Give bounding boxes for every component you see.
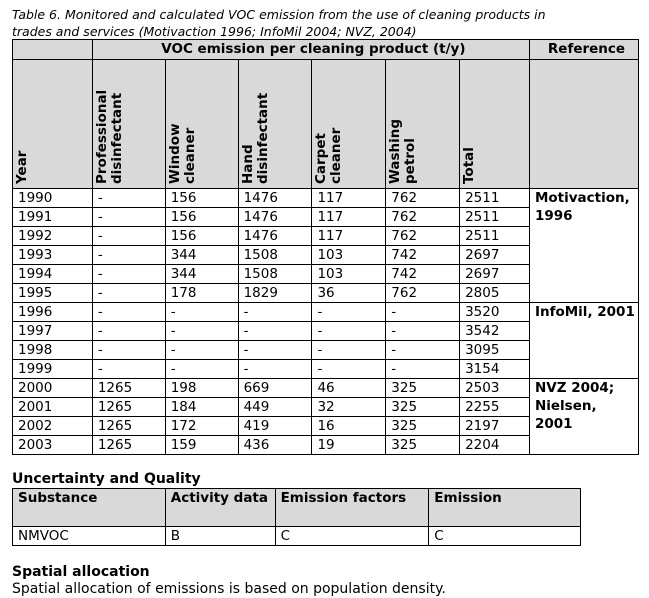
column-header <box>13 60 93 189</box>
table-cell: 742 <box>386 265 460 284</box>
table-cell: 325 <box>386 417 460 436</box>
table-cell: 2697 <box>460 265 530 284</box>
table-cell: - <box>165 360 238 379</box>
table-cell: - <box>92 284 165 303</box>
table-cell: 1476 <box>238 208 312 227</box>
table-cell: 1993 <box>13 246 93 265</box>
table-cell: 669 <box>238 379 312 398</box>
table-cell: NMVOC <box>13 527 166 546</box>
table-cell: - <box>92 341 165 360</box>
uncertainty-header: Substance <box>13 489 166 527</box>
column-header <box>460 60 530 189</box>
table-cell: - <box>312 322 386 341</box>
voc-emission-table <box>12 39 639 455</box>
table-cell: 46 <box>312 379 386 398</box>
column-header-label: Year <box>14 150 30 184</box>
table-cell: 2003 <box>13 436 93 455</box>
table-cell: 1476 <box>238 189 312 208</box>
table-cell: 419 <box>238 417 312 436</box>
table-cell: - <box>312 341 386 360</box>
table-cell: 1991 <box>13 208 93 227</box>
table-cell: 2697 <box>460 246 530 265</box>
column-header <box>238 60 312 189</box>
table-cell: 325 <box>386 436 460 455</box>
table-cell: - <box>238 303 312 322</box>
table-cell: - <box>386 341 460 360</box>
table-cell: 762 <box>386 189 460 208</box>
table-cell: - <box>92 322 165 341</box>
table-cell: 1265 <box>92 398 165 417</box>
table-cell: - <box>92 360 165 379</box>
group-header: VOC emission per cleaning product (t/y) <box>92 40 529 60</box>
table-cell: 1265 <box>92 417 165 436</box>
uncertainty-header: Emission <box>429 489 581 527</box>
table-cell: 103 <box>312 246 386 265</box>
table-cell: 1829 <box>238 284 312 303</box>
table-cell: 172 <box>165 417 238 436</box>
table-cell: 2197 <box>460 417 530 436</box>
spatial-allocation-text: Spatial allocation of emissions is based on population density. <box>12 581 446 597</box>
table-cell: 159 <box>165 436 238 455</box>
table-cell: 1992 <box>13 227 93 246</box>
table-cell: - <box>92 227 165 246</box>
column-header <box>92 60 165 189</box>
table-row <box>13 303 639 322</box>
uncertainty-header: Activity data <box>165 489 275 527</box>
table-cell: 178 <box>165 284 238 303</box>
uncertainty-table <box>12 488 581 546</box>
table-cell: 325 <box>386 398 460 417</box>
table-cell: 2511 <box>460 208 530 227</box>
table-cell: 117 <box>312 208 386 227</box>
table-cell: 156 <box>165 189 238 208</box>
column-header-row <box>13 60 639 189</box>
table-cell: 1265 <box>92 436 165 455</box>
table-row <box>13 189 639 208</box>
table-cell: - <box>386 360 460 379</box>
table-cell: 1995 <box>13 284 93 303</box>
spatial-allocation-heading: Spatial allocation <box>12 564 150 580</box>
table-cell: 3542 <box>460 322 530 341</box>
reference-cell: InfoMil, 2001 <box>529 303 638 379</box>
table-cell: 36 <box>312 284 386 303</box>
table-cell: 1996 <box>13 303 93 322</box>
table-cell: - <box>92 189 165 208</box>
column-header <box>312 60 386 189</box>
table-cell: - <box>386 303 460 322</box>
table-cell: 344 <box>165 246 238 265</box>
table-cell: 1994 <box>13 265 93 284</box>
table-cell: 2503 <box>460 379 530 398</box>
table-cell: 1508 <box>238 246 312 265</box>
table-cell: 344 <box>165 265 238 284</box>
table-cell: B <box>165 527 275 546</box>
table-cell: 3520 <box>460 303 530 322</box>
reference-column-header <box>529 60 638 189</box>
table-cell: 103 <box>312 265 386 284</box>
table-cell: 1476 <box>238 227 312 246</box>
table-cell: C <box>429 527 581 546</box>
table-cell: 2511 <box>460 189 530 208</box>
table-cell: 1999 <box>13 360 93 379</box>
table-cell: 1997 <box>13 322 93 341</box>
table-cell: 19 <box>312 436 386 455</box>
table-cell: 1508 <box>238 265 312 284</box>
table-cell: 762 <box>386 284 460 303</box>
table-cell: - <box>92 303 165 322</box>
reference-header: Reference <box>529 40 638 60</box>
column-header <box>386 60 460 189</box>
table-cell: 16 <box>312 417 386 436</box>
table-cell: - <box>165 303 238 322</box>
table-cell: - <box>92 265 165 284</box>
table-cell: 762 <box>386 227 460 246</box>
table-cell: 3154 <box>460 360 530 379</box>
table-cell: - <box>92 246 165 265</box>
table-cell: - <box>238 360 312 379</box>
table-cell: 2001 <box>13 398 93 417</box>
table-cell: 156 <box>165 208 238 227</box>
table-cell: - <box>312 303 386 322</box>
table-cell: 2511 <box>460 227 530 246</box>
column-header-label: Washing petrol <box>387 118 419 184</box>
table-row <box>13 527 581 546</box>
table-cell: 1998 <box>13 341 93 360</box>
uncertainty-header: Emission factors <box>275 489 429 527</box>
table-cell: 2002 <box>13 417 93 436</box>
column-header <box>165 60 238 189</box>
table-cell: 198 <box>165 379 238 398</box>
reference-cell: NVZ 2004; Nielsen, 2001 <box>529 379 638 455</box>
table-cell: 449 <box>238 398 312 417</box>
table-cell: 1265 <box>92 379 165 398</box>
table-cell: - <box>238 341 312 360</box>
table-cell: 156 <box>165 227 238 246</box>
table-cell: 2805 <box>460 284 530 303</box>
table-cell: - <box>165 322 238 341</box>
column-header-label: Window cleaner <box>166 123 198 184</box>
table-cell: 117 <box>312 227 386 246</box>
table-cell: 184 <box>165 398 238 417</box>
table-cell: - <box>238 322 312 341</box>
table-cell: 436 <box>238 436 312 455</box>
column-header-label: Carpet cleaner <box>313 127 345 184</box>
uncertainty-heading: Uncertainty and Quality <box>12 471 201 487</box>
table-cell: 117 <box>312 189 386 208</box>
table-cell: 2000 <box>13 379 93 398</box>
table-cell: C <box>275 527 429 546</box>
table-cell: 325 <box>386 379 460 398</box>
table-cell: 2204 <box>460 436 530 455</box>
table-cell: 742 <box>386 246 460 265</box>
table-cell: 2255 <box>460 398 530 417</box>
table-cell: - <box>386 322 460 341</box>
reference-cell: Motivaction, 1996 <box>529 189 638 303</box>
table-cell: 1990 <box>13 189 93 208</box>
table-cell: 762 <box>386 208 460 227</box>
table-cell: - <box>165 341 238 360</box>
table-caption: Table 6. Monitored and calculated VOC emission from the use of cleaning products in trades and services (Motivaction 1996; InfoMil 2004; NVZ, 2004) <box>12 7 546 39</box>
column-header-label: Professional disinfectant <box>93 89 125 184</box>
table-cell: - <box>312 360 386 379</box>
table-cell: 32 <box>312 398 386 417</box>
table-cell: 3095 <box>460 341 530 360</box>
column-header-label: Hand disinfectant <box>239 92 271 184</box>
table-cell: - <box>92 208 165 227</box>
column-header-label: Total <box>461 147 478 184</box>
table-row <box>13 379 639 398</box>
